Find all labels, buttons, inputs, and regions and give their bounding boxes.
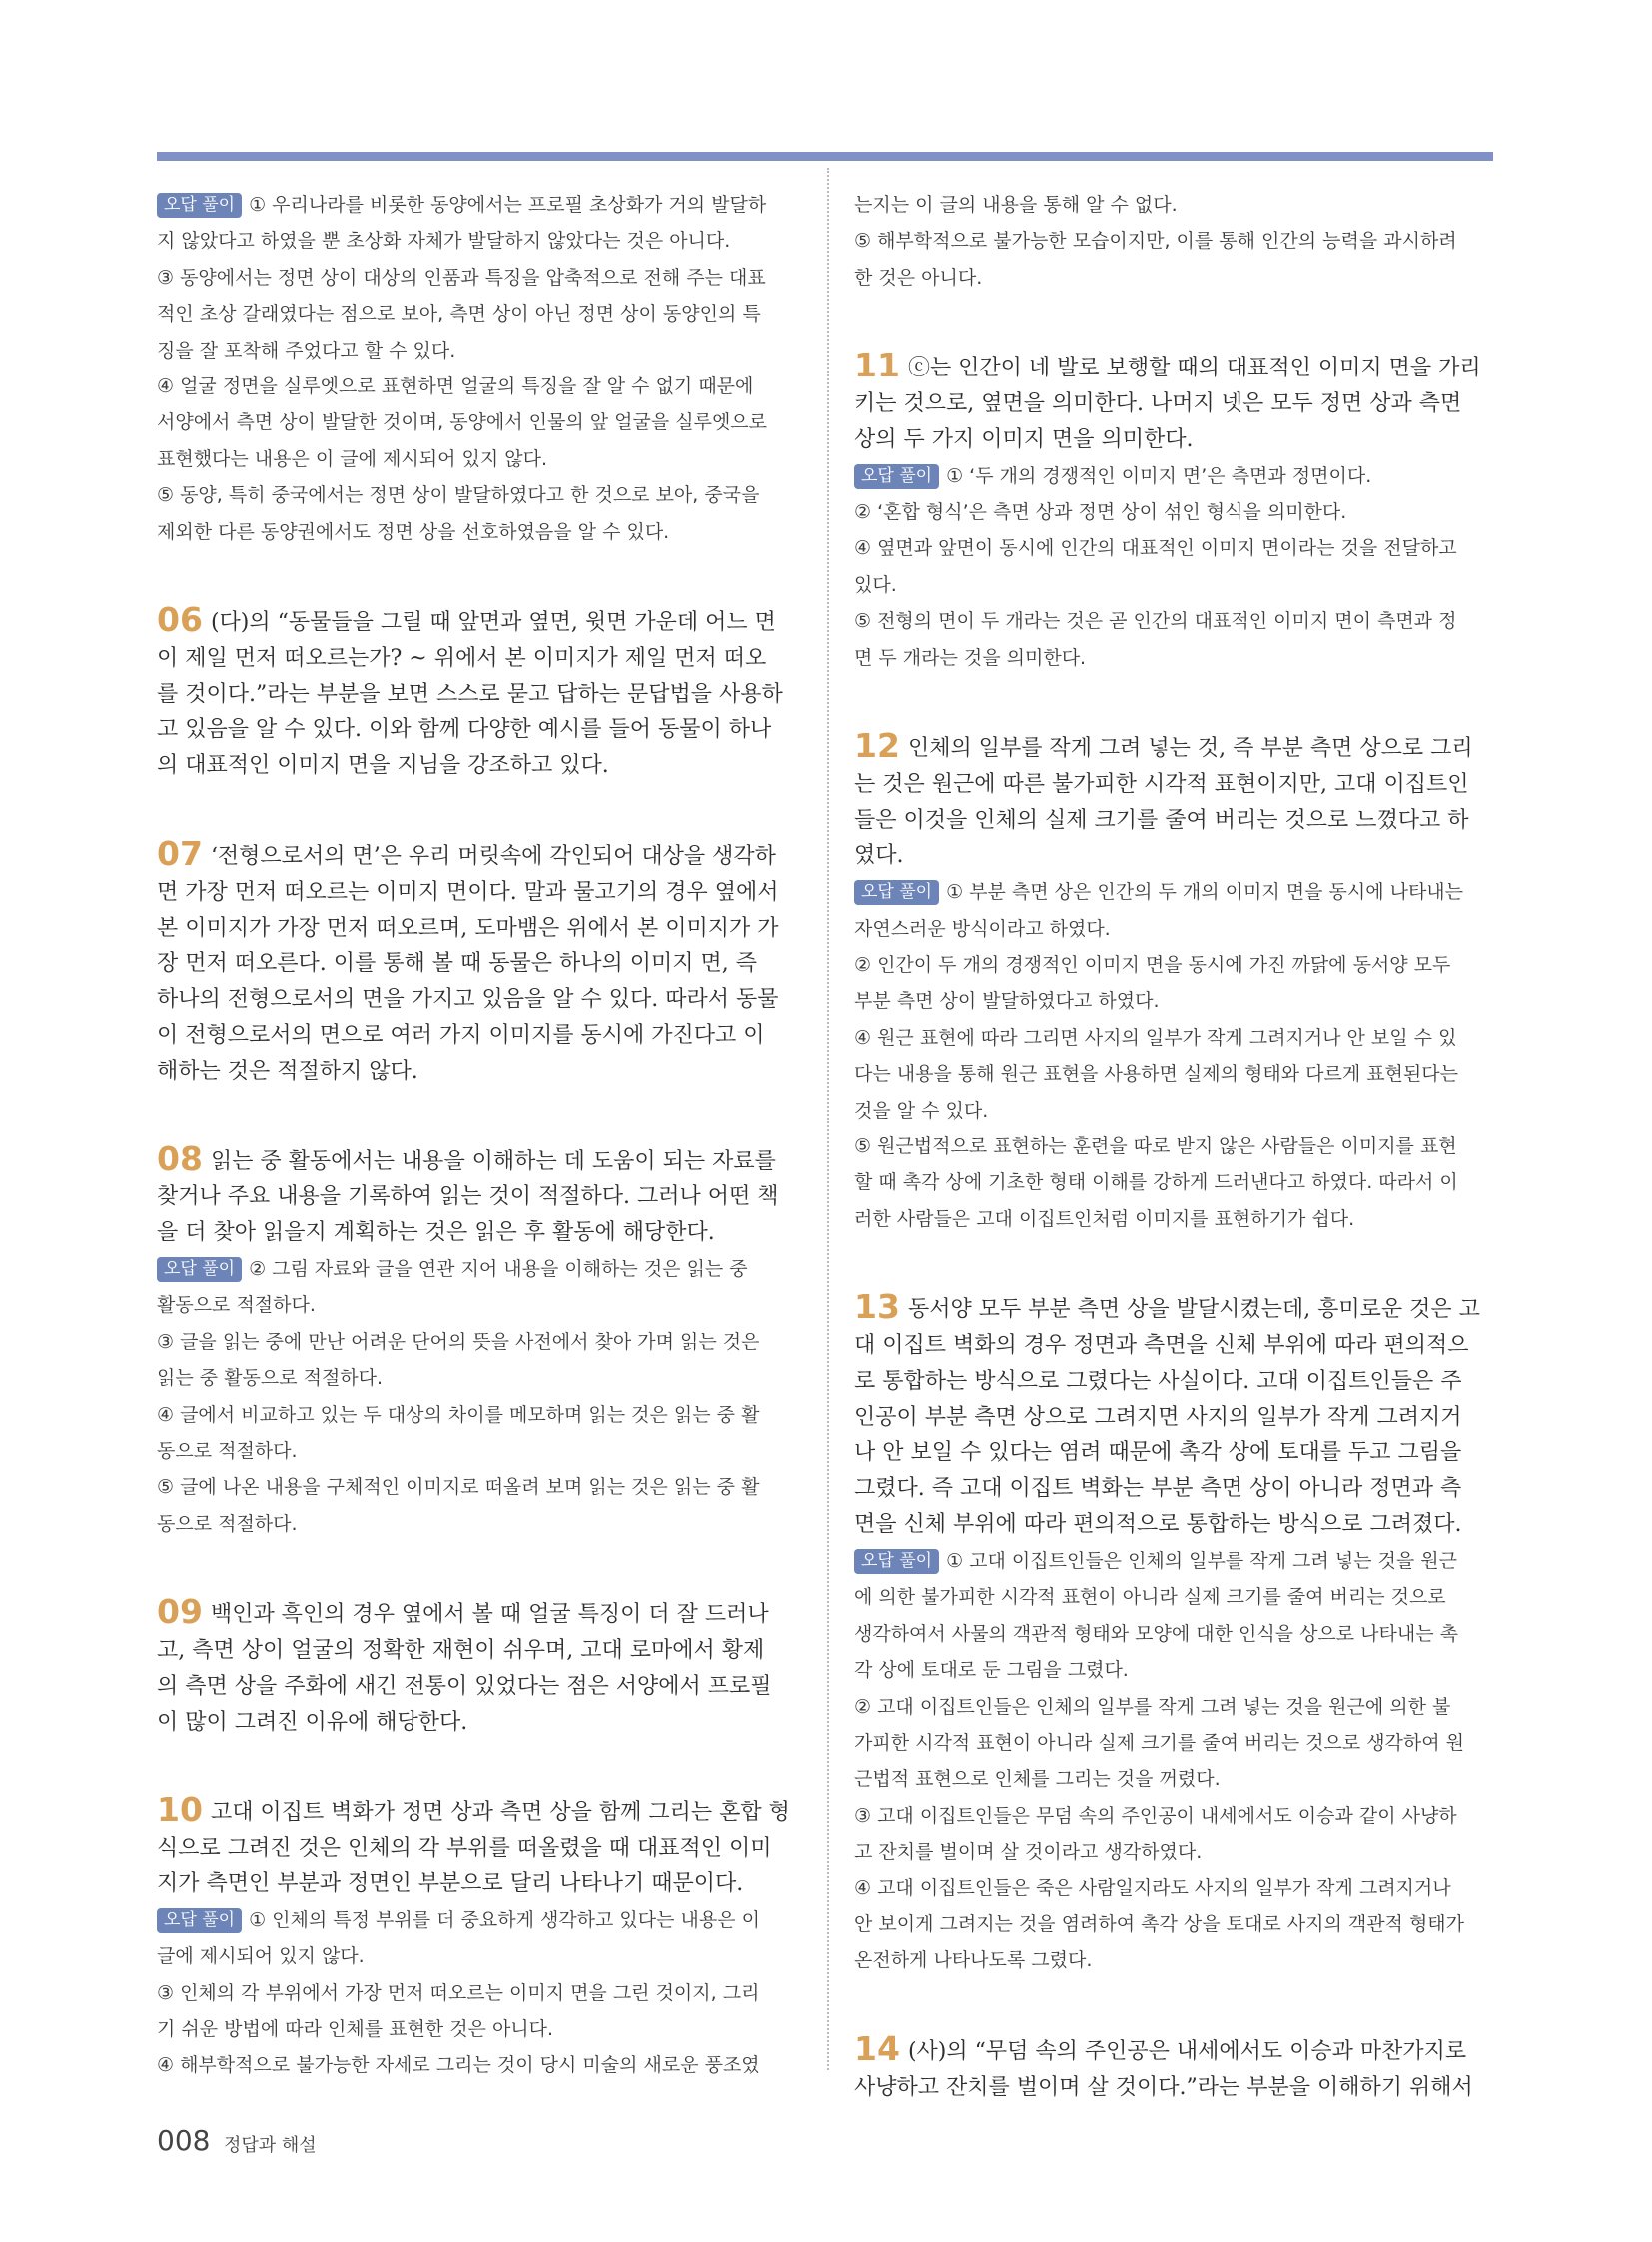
text-line [854, 1652, 1493, 1688]
text-line [157, 1469, 796, 1505]
text-line [157, 441, 796, 477]
line-text: 이 제일 먼저 떠오르는가? ~ 위에서 본 이미지가 제일 먼저 떠오 [157, 645, 767, 671]
footer-label: 정답과 해설 [224, 2135, 317, 2156]
text-line [854, 1435, 1493, 1471]
line-text: ‘전형으로서의 면’은 우리 머릿속에 각인되어 대상을 생각하 [210, 844, 776, 870]
text-line [854, 187, 1493, 223]
line-text: ⑤ 해부학적으로 불가능한 모습이지만, 이를 통해 인간의 능력을 과시하려 [854, 230, 1457, 253]
text-line [157, 1360, 796, 1396]
text-line [157, 982, 796, 1018]
text-line [854, 1543, 1493, 1579]
question-number: 14 [854, 2030, 900, 2068]
line-text: 면 가장 먼저 떠오르는 이미지 면이다. 말과 물고기의 경우 옆에서 [157, 879, 779, 905]
text-line [157, 748, 796, 784]
answer-section-14 [854, 2031, 1493, 2106]
text-line [157, 1179, 796, 1215]
question-number: 06 [157, 602, 203, 640]
text-line [854, 422, 1493, 458]
line-text: 인공이 부분 측면 상으로 그려지면 사지의 일부가 작게 그려지거 [854, 1404, 1462, 1430]
text-line [854, 1093, 1493, 1128]
error-explanation [854, 874, 1493, 1237]
text-line [854, 567, 1493, 603]
right-column [854, 187, 1493, 2105]
text-line [157, 333, 796, 369]
text-line [854, 1020, 1493, 1056]
line-text: 본 이미지가 가장 먼저 떠오르며, 도마뱀은 위에서 본 이미지가 가 [157, 915, 779, 941]
line-text: 의 측면 상을 주화에 새긴 전통이 있었다는 점은 서양에서 프로필 [157, 1673, 772, 1699]
line-text: ② 그림 자료와 글을 연관 지어 내용을 이해하는 것은 읽는 중 [249, 1258, 748, 1281]
line-text: ④ 원근 표현에 따라 그리면 사지의 일부가 작게 그려지거나 안 보일 수 있 [854, 1026, 1457, 1049]
wrong-answer-tag: 오답 풀이 [854, 464, 939, 489]
line-text: 동서양 모두 부분 측면 상을 발달시켰는데, 흥미로운 것은 고 [907, 1297, 1480, 1323]
section-gap [157, 1542, 796, 1594]
line-text: ① 인체의 특정 부위를 더 중요하게 생각하고 있다는 내용은 이 [249, 1908, 760, 1931]
text-line [854, 1798, 1493, 1834]
line-text: ① ‘두 개의 경쟁적인 이미지 면’은 측면과 정면이다. [946, 464, 1372, 487]
line-text: (사)의 “무덤 속의 주인공은 내세에서도 이승과 마찬가지로 [907, 2038, 1467, 2064]
text-line [157, 1215, 796, 1251]
line-text: ② 인간이 두 개의 경쟁적인 이미지 면을 동시에 가진 까닭에 동서양 모두 [854, 954, 1451, 977]
text-line [854, 874, 1493, 910]
line-text: 면을 신체 부위에 따라 편의적으로 통합하는 방식으로 그려졌다. [854, 1512, 1462, 1538]
line-text: 식으로 그려진 것은 인체의 각 부위를 떠올렸을 때 대표적인 이미 [157, 1836, 772, 1862]
answer-section-10 [157, 1792, 796, 1901]
text-line [854, 260, 1493, 296]
text-line [157, 1506, 796, 1542]
line-text: 나 안 보일 수 있다는 염려 때문에 촉각 상에 토대를 두고 그림을 [854, 1440, 1462, 1466]
error-explanation [157, 1902, 796, 2084]
question-number: 07 [157, 836, 203, 874]
line-text: 그렸다. 즉 고대 이집트 벽화는 부분 측면 상이 아니라 정면과 측 [854, 1476, 1462, 1502]
text-line [854, 983, 1493, 1019]
text-line [157, 1938, 796, 1974]
line-text: 적인 초상 갈래였다는 점으로 보아, 측면 상이 아닌 정면 상이 동양인의 특 [157, 303, 761, 326]
wrong-answer-tag: 오답 풀이 [854, 880, 939, 905]
line-text: 활동으로 적절하다. [157, 1294, 316, 1317]
line-text: 면 두 개라는 것을 의미한다. [854, 646, 1087, 669]
section-gap [157, 784, 796, 836]
line-text: 온전하게 나타나도록 그렸다. [854, 1949, 1093, 1972]
answer-section-11 [854, 348, 1493, 457]
text-line [854, 1507, 1493, 1543]
line-text: 를 것이다.”라는 부분을 보면 스스로 묻고 답하는 문답법을 사용하 [157, 681, 783, 707]
answer-section-08 [157, 1141, 796, 1251]
text-line [157, 712, 796, 748]
text-line [854, 1364, 1493, 1400]
section-gap [157, 1090, 796, 1141]
text-line [854, 458, 1493, 494]
text-line [854, 1056, 1493, 1092]
line-text: 상의 두 가지 이미지 면을 의미한다. [854, 426, 1194, 452]
wrong-answer-tag: 오답 풀이 [157, 193, 242, 218]
text-line [157, 1633, 796, 1669]
line-text: 서양에서 측면 상이 발달한 것이며, 동양에서 인물의 앞 얼굴을 실루엣으로 [157, 411, 768, 434]
line-text: 러한 사람들은 고대 이집트인처럼 이미지를 표현하기가 쉽다. [854, 1207, 1355, 1230]
text-line [854, 1128, 1493, 1164]
error-explanation [854, 1543, 1493, 1979]
text-line [854, 838, 1493, 874]
line-text: 동으로 적절하다. [157, 1512, 298, 1535]
text-line [157, 2047, 796, 2083]
question-number: 10 [157, 1792, 203, 1830]
line-text: 한 것은 아니다. [854, 266, 983, 289]
text-line [157, 1669, 796, 1705]
line-text: 생각하여서 사물의 객관적 형태와 모양에 대한 인식을 상으로 나타내는 촉 [854, 1622, 1458, 1645]
text-line [157, 404, 796, 440]
question-number: 12 [854, 728, 900, 766]
section-gap [854, 296, 1493, 348]
text-line [854, 767, 1493, 803]
line-text: 것을 알 수 있다. [854, 1099, 989, 1121]
text-line [157, 911, 796, 947]
text-line [854, 1689, 1493, 1725]
text-line [854, 1942, 1493, 1978]
line-text: 있다. [854, 573, 897, 596]
line-text: ④ 얼굴 정면을 실루엣으로 표현하면 얼굴의 특징을 잘 알 수 없기 때문에 [157, 375, 754, 398]
line-text: ⓒ는 인간이 네 발로 보행할 때의 대표적인 이미지 면을 가리 [907, 356, 1481, 381]
line-text: 사냥하고 잔치를 벌이며 살 것이다.”라는 부분을 이해하기 위해서 [854, 2074, 1473, 2100]
text-line [854, 1164, 1493, 1200]
text-line [854, 803, 1493, 839]
text-line [854, 911, 1493, 947]
text-line [854, 1328, 1493, 1364]
text-line [854, 1616, 1493, 1652]
line-text: 는지는 이 글의 내용을 통해 알 수 없다. [854, 194, 1178, 216]
question-number: 13 [854, 1289, 900, 1327]
text-line [854, 640, 1493, 676]
line-text: 찾거나 주요 내용을 기록하여 읽는 것이 적절하다. 그러나 어떤 책 [157, 1184, 779, 1210]
text-line [854, 1579, 1493, 1615]
text-line [157, 1324, 796, 1360]
line-text: 근법적 표현으로 인체를 그리는 것을 꺼렸다. [854, 1768, 1221, 1791]
error-explanation [157, 187, 796, 550]
text-line [157, 836, 796, 875]
line-text: ① 우리나라를 비롯한 동양에서는 프로필 초상화가 거의 발달하 [249, 194, 767, 216]
line-text: 다는 내용을 통해 원근 표현을 사용하면 실제의 형태와 다르게 표현된다는 [854, 1063, 1458, 1086]
text-line [157, 1141, 796, 1180]
line-text: 고 있음을 알 수 있다. 이와 함께 다양한 예시를 들어 동물이 하나 [157, 717, 772, 743]
line-text: 대 이집트 벽화의 경우 정면과 측면을 신체 부위에 따라 편의적으 [854, 1333, 1469, 1359]
line-text: ② 고대 이집트인들은 인체의 일부를 작게 그려 넣는 것을 원근에 의한 불 [854, 1695, 1451, 1718]
text-line [854, 1761, 1493, 1797]
line-text: 의 대표적인 이미지 면을 지님을 강조하고 있다. [157, 753, 609, 779]
text-line [854, 494, 1493, 530]
answer-section-09 [157, 1594, 796, 1740]
line-text: ④ 글에서 비교하고 있는 두 대상의 차이를 메모하며 읽는 것은 읽는 중 활 [157, 1403, 760, 1426]
text-line [157, 223, 796, 259]
text-line [157, 1867, 796, 1902]
text-line [157, 477, 796, 513]
line-text: 제외한 다른 동양권에서도 정면 상을 선호하였음을 알 수 있다. [157, 520, 670, 543]
line-text: 들은 이것을 인체의 실제 크기를 줄여 버리는 것으로 느꼈다고 하 [854, 807, 1469, 833]
line-text: ④ 고대 이집트인들은 죽은 사람일지라도 사지의 일부가 작게 그려지거나 [854, 1876, 1451, 1899]
section-gap [854, 1237, 1493, 1289]
text-line [157, 946, 796, 982]
text-line [854, 1289, 1493, 1328]
text-line [157, 187, 796, 223]
line-text: 장 먼저 떠오른다. 이를 통해 볼 때 동물은 하나의 이미지 면, 즉 [157, 951, 757, 977]
question-number: 08 [157, 1140, 203, 1178]
answer-section-13 [854, 1289, 1493, 1543]
line-text: 징을 잘 포착해 주었다고 할 수 있다. [157, 339, 456, 362]
line-text: ⑤ 글에 나온 내용을 구체적인 이미지로 떠올려 보며 읽는 것은 읽는 중 활 [157, 1476, 760, 1499]
line-text: 표현했다는 내용은 이 글에 제시되어 있지 않다. [157, 447, 548, 470]
line-text: ③ 고대 이집트인들은 무덤 속의 주인공이 내세에서도 이승과 같이 사냥하 [854, 1804, 1457, 1827]
text-line [157, 369, 796, 404]
section-gap [854, 676, 1493, 728]
text-line [854, 947, 1493, 983]
error-explanation [854, 458, 1493, 676]
text-line [854, 386, 1493, 422]
text-line [854, 1834, 1493, 1869]
line-text: 할 때 촉각 상에 기초한 형태 이해를 강하게 드러낸다고 하였다. 따라서 이 [854, 1171, 1458, 1194]
text-line [157, 641, 796, 677]
line-text: ① 부분 측면 상은 인간의 두 개의 이미지 면을 동시에 나타내는 [946, 881, 1464, 904]
text-line [854, 1870, 1493, 1906]
text-line [854, 530, 1493, 566]
text-line [854, 348, 1493, 386]
line-text: 였다. [854, 843, 904, 869]
line-text: ④ 옆면과 앞면이 동시에 인간의 대표적인 이미지 면이라는 것을 전달하고 [854, 537, 1457, 560]
line-text: ③ 동양에서는 정면 상이 대상의 인품과 특징을 압축적으로 전해 주는 대표 [157, 266, 766, 289]
text-line [157, 1594, 796, 1633]
text-line [157, 1433, 796, 1469]
question-number: 11 [854, 348, 900, 385]
text-line [157, 514, 796, 550]
answer-section-12 [854, 728, 1493, 874]
line-text: ③ 인체의 각 부위에서 가장 먼저 떠오르는 이미지 면을 그린 것이지, 그리 [157, 1981, 760, 2004]
column-divider [827, 168, 829, 2070]
header-rule [157, 152, 1493, 161]
line-text: 키는 것으로, 옆면을 의미한다. 나머지 넷은 모두 정면 상과 측면 [854, 391, 1462, 417]
text-line [854, 2070, 1493, 2106]
text-line [854, 1400, 1493, 1436]
text-line [157, 260, 796, 296]
error-explanation [157, 1251, 796, 1542]
error-explanation [854, 187, 1493, 296]
line-text: 각 상에 토대로 둔 그림을 그렸다. [854, 1659, 1129, 1682]
text-line [854, 1201, 1493, 1237]
text-line [157, 602, 796, 641]
line-text: 가피한 시각적 표현이 아니라 실제 크기를 줄여 버리는 것으로 생각하여 원 [854, 1731, 1465, 1754]
line-text: 고 잔치를 벌이며 살 것이라고 생각하였다. [854, 1841, 1203, 1864]
text-line [157, 1792, 796, 1831]
line-text: ③ 글을 읽는 중에 만난 어려운 단어의 뜻을 사전에서 찾아 가며 읽는 것은 [157, 1330, 760, 1353]
line-text: 지 않았다고 하였을 뿐 초상화 자체가 발달하지 않았다는 것은 아니다. [157, 230, 731, 253]
wrong-answer-tag: 오답 풀이 [157, 1257, 242, 1282]
page-number: 008 [157, 2124, 211, 2157]
text-line [854, 728, 1493, 767]
line-text: 안 보이게 그려지는 것을 염려하여 촉각 상을 토대로 사지의 객관적 형태가 [854, 1912, 1465, 1935]
text-line [854, 1725, 1493, 1761]
line-text: 고대 이집트 벽화가 정면 상과 측면 상을 함께 그리는 혼합 형 [210, 1800, 790, 1826]
question-number: 09 [157, 1594, 203, 1632]
line-text: 해하는 것은 적절하지 않다. [157, 1058, 418, 1084]
text-line [854, 223, 1493, 259]
section-gap [854, 1979, 1493, 2031]
line-text: 지가 측면인 부분과 정면인 부분으로 달리 나타나기 때문이다. [157, 1871, 744, 1897]
line-text: ④ 해부학적으로 불가능한 자세로 그리는 것이 당시 미술의 새로운 풍조였 [157, 2054, 760, 2077]
line-text: 읽는 중 활동으로 적절하다. [157, 1367, 384, 1390]
line-text: ⑤ 동양, 특히 중국에서는 정면 상이 발달하였다고 한 것으로 보아, 중국을 [157, 484, 760, 507]
line-text: ⑤ 원근법적으로 표현하는 훈련을 따로 받지 않은 사람들은 이미지를 표현 [854, 1135, 1457, 1158]
line-text: 부분 측면 상이 발달하였다고 하였다. [854, 990, 1160, 1013]
line-text: 이 전형으로서의 면으로 여러 가지 이미지를 동시에 가진다고 이 [157, 1023, 765, 1049]
line-text: (다)의 “동물들을 그릴 때 앞면과 옆면, 윗면 가운데 어느 면 [210, 610, 776, 636]
line-text: 이 많이 그려진 이유에 해당한다. [157, 1709, 468, 1735]
text-line [157, 1018, 796, 1054]
line-text: 기 쉬운 방법에 따라 인체를 표현한 것은 아니다. [157, 2018, 554, 2041]
line-text: 글에 제시되어 있지 않다. [157, 1945, 365, 1968]
line-text: 인체의 일부를 작게 그려 넣는 것, 즉 부분 측면 상으로 그리 [907, 736, 1473, 762]
text-line [157, 1287, 796, 1323]
section-gap [157, 1740, 796, 1792]
text-line [854, 1906, 1493, 1942]
text-line [854, 603, 1493, 639]
text-line [157, 296, 796, 332]
text-line [157, 1397, 796, 1433]
text-line [157, 875, 796, 911]
line-text: 고, 측면 상이 얼굴의 정확한 재현이 쉬우며, 고대 로마에서 황제 [157, 1638, 765, 1664]
text-line [157, 1831, 796, 1867]
left-column [157, 187, 796, 2084]
line-text: ① 고대 이집트인들은 인체의 일부를 작게 그려 넣는 것을 원근 [946, 1549, 1457, 1572]
line-text: 자연스러운 방식이라고 하였다. [854, 917, 1111, 940]
text-line [854, 2031, 1493, 2070]
line-text: ② ‘혼합 형식’은 측면 상과 정면 상이 섞인 형식을 의미한다. [854, 501, 1347, 524]
line-text: 을 더 찾아 읽을지 계획하는 것은 읽은 후 활동에 해당한다. [157, 1220, 715, 1246]
text-line [157, 1054, 796, 1090]
text-line [157, 1251, 796, 1287]
line-text: ⑤ 전형의 면이 두 개라는 것은 곧 인간의 대표적인 이미지 면이 측면과 정 [854, 610, 1457, 633]
text-line [157, 1705, 796, 1741]
answer-section-06 [157, 602, 796, 784]
line-text: 백인과 흑인의 경우 옆에서 볼 때 얼굴 특징이 더 잘 드러나 [210, 1602, 769, 1628]
text-line [157, 1902, 796, 1938]
line-text: 로 통합하는 방식으로 그렸다는 사실이다. 고대 이집트인들은 주 [854, 1368, 1462, 1394]
section-gap [157, 550, 796, 602]
answer-section-07 [157, 836, 796, 1090]
line-text: 읽는 중 활동에서는 내용을 이해하는 데 도움이 되는 자료를 [210, 1148, 776, 1174]
line-text: 동으로 적절하다. [157, 1440, 298, 1463]
line-text: 하나의 전형으로서의 면을 가지고 있음을 알 수 있다. 따라서 동물 [157, 987, 779, 1013]
wrong-answer-tag: 오답 풀이 [854, 1549, 939, 1574]
wrong-answer-tag: 오답 풀이 [157, 1908, 242, 1933]
text-line [157, 1975, 796, 2011]
line-text: 에 의한 불가피한 시각적 표현이 아니라 실제 크기를 줄여 버리는 것으로 [854, 1586, 1446, 1609]
line-text: 는 것은 원근에 따른 불가피한 시각적 표현이지만, 고대 이집트인 [854, 771, 1469, 797]
text-line [157, 2011, 796, 2047]
text-line [854, 1471, 1493, 1507]
text-line [157, 677, 796, 713]
